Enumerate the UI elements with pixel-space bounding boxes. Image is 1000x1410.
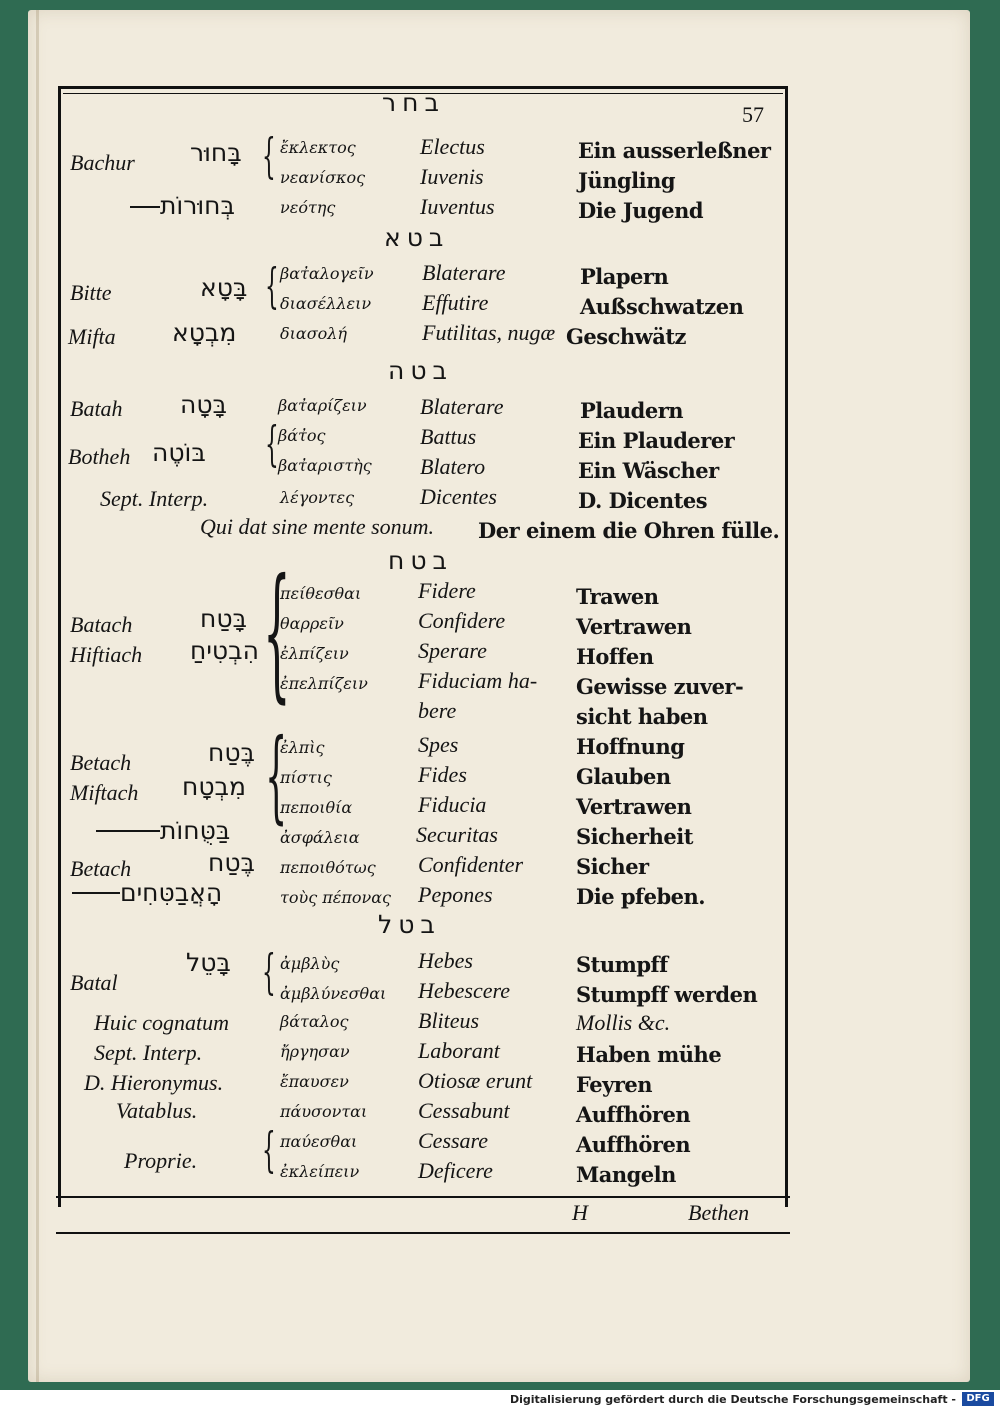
german-word: Jüngling — [578, 168, 676, 193]
latin-word: Confidere — [418, 608, 506, 633]
latin-word: Deficere — [418, 1158, 493, 1183]
hebrew-word: בָּטָה — [180, 390, 227, 419]
translit: Betach — [70, 856, 132, 881]
german-word: Feyren — [576, 1072, 653, 1097]
german-word: Glauben — [576, 764, 671, 789]
note-german: Der einem die Ohren fülle. — [478, 518, 780, 543]
translit: D. Hieronymus. — [84, 1070, 224, 1095]
german-word: Auffhören — [576, 1132, 691, 1157]
german-word: sicht haben — [576, 704, 708, 729]
german-word: Sicherheit — [576, 824, 693, 849]
hebrew-word: בֶּטַח — [208, 738, 255, 767]
german-word: Die Jugend — [578, 198, 704, 223]
latin-word: Fidere — [418, 578, 476, 603]
translit: Huic cognatum — [94, 1010, 230, 1035]
greek-word: πείθεσθαι — [280, 584, 362, 603]
greek-word: διασολή — [280, 324, 347, 343]
brace: { — [263, 548, 291, 717]
german-word: Ein Plauderer — [578, 428, 735, 453]
hebrew-word: בְּחוּרוֹת — [160, 191, 235, 220]
greek-word: ἀμβλύνεσθαι — [280, 984, 387, 1003]
hebrew-word: בֶּטַח — [208, 848, 255, 877]
greek-word: βάταλος — [280, 1012, 349, 1031]
hebrew-word: בָּטַח — [200, 604, 247, 633]
translit: Batach — [70, 612, 133, 637]
german-word: Mollis &c. — [576, 1010, 671, 1035]
german-word: Auffhören — [576, 1102, 691, 1127]
german-word: D. Dicentes — [578, 488, 708, 513]
german-word: Haben mühe — [576, 1042, 722, 1067]
latin-word: Fiducia — [418, 792, 487, 817]
latin-word: Iuventus — [420, 194, 495, 219]
latin-word: Confidenter — [418, 852, 524, 877]
german-word: Sicher — [576, 854, 649, 879]
latin-word: Pepones — [418, 882, 493, 907]
german-word: Hoffnung — [576, 734, 685, 759]
ditto-dash — [96, 830, 160, 832]
greek-word: ἤργησαν — [280, 1042, 350, 1061]
note-latin: Qui dat sine mente sonum. — [200, 514, 435, 539]
hebrew-word: בָּטֵל — [186, 948, 231, 977]
translit: Proprie. — [124, 1148, 198, 1173]
german-word: Stumpff werden — [576, 982, 758, 1007]
latin-word: Battus — [420, 424, 477, 449]
latin-word: Blaterare — [422, 260, 506, 285]
translit: Botheh — [68, 444, 131, 469]
hebrew-word: מִבְטָח — [182, 772, 246, 801]
footer-rule — [56, 1196, 790, 1198]
credit-text: Digitalisierung gefördert durch die Deutsche Forschungsgemeinschaft - — [509, 1393, 956, 1406]
brace: { — [265, 717, 288, 834]
german-word: Trawen — [576, 584, 659, 609]
greek-word: ἀσφάλεια — [280, 828, 360, 847]
greek-word: παύεσθαι — [280, 1132, 358, 1151]
hebrew-word: בַּטֻּחוֹת — [160, 816, 231, 845]
greek-word: ἐκλείπειν — [280, 1162, 360, 1181]
greek-word: βατ̓αλογεῖν — [280, 264, 374, 283]
hebrew-word: בָּטָא — [200, 273, 248, 302]
section-heading: בטא — [384, 223, 450, 252]
latin-word: Dicentes — [420, 484, 497, 509]
translit: Sept. Interp. — [100, 486, 209, 511]
greek-word: τοὺς πέπονας — [280, 888, 391, 907]
greek-word: πίστις — [280, 768, 332, 787]
translit: Batah — [70, 396, 123, 421]
page-number: 57 — [742, 102, 764, 127]
translit: Bachur — [70, 150, 135, 175]
translit: Bitte — [70, 280, 112, 305]
latin-word: Electus — [420, 134, 485, 159]
hebrew-word: בּוֹטֶה — [152, 438, 206, 467]
brace: { — [262, 1122, 276, 1178]
german-word: Hoffen — [576, 644, 654, 669]
german-word: Plapern — [580, 264, 669, 289]
section-heading: בטל — [378, 910, 441, 939]
greek-word: πεποιθότως — [280, 858, 376, 877]
latin-word: Iuvenis — [420, 164, 484, 189]
latin-word: Otiosæ erunt — [418, 1068, 533, 1093]
dfg-logo: DFG — [962, 1392, 994, 1406]
german-word: Mangeln — [576, 1162, 676, 1187]
latin-word: Hebescere — [418, 978, 511, 1003]
latin-word: bere — [418, 698, 457, 723]
latin-word: Sperare — [418, 638, 487, 663]
ditto-dash — [130, 206, 160, 208]
latin-word: Fides — [418, 762, 467, 787]
greek-word: ἐλπίζειν — [280, 644, 349, 663]
hebrew-word: בָּחוּר — [190, 138, 242, 167]
translit: Sept. Interp. — [94, 1040, 203, 1065]
section-heading: בטה — [388, 356, 453, 385]
greek-word: ἔκλεκτος — [280, 138, 356, 157]
latin-word: Spes — [418, 732, 459, 757]
signature-mark: H — [572, 1200, 588, 1225]
greek-word: ἔπαυσεν — [280, 1072, 349, 1091]
translit: Vatablus. — [116, 1098, 198, 1123]
brace: { — [262, 944, 276, 1000]
latin-word: Cessare — [418, 1128, 489, 1153]
german-word: Ein ausserleßner — [578, 138, 771, 163]
latin-word: Bliteus — [418, 1008, 480, 1033]
translit: Betach — [70, 750, 132, 775]
german-word: Plaudern — [580, 398, 684, 423]
hebrew-word: מִבְטָא — [172, 318, 237, 347]
translit: Batal — [70, 970, 118, 995]
greek-word: νεότης — [280, 198, 336, 217]
latin-word: Hebes — [418, 948, 473, 973]
catchword: Bethen — [688, 1200, 750, 1225]
footer-rule — [56, 1232, 790, 1234]
german-word: Vertrawen — [576, 614, 692, 639]
latin-word: Securitas — [416, 822, 498, 847]
latin-word: Effutire — [422, 290, 489, 315]
greek-word: λέγοντες — [280, 488, 355, 507]
greek-word: πάυσονται — [280, 1102, 368, 1121]
ditto-dash — [72, 892, 120, 894]
section-heading: בטח — [388, 546, 453, 575]
translit: Hiftiach — [70, 642, 143, 667]
greek-word: βατ̓αρίζειν — [278, 396, 367, 415]
latin-word: Blatero — [420, 454, 486, 479]
german-word: Die pfeben. — [576, 884, 706, 909]
hebrew-word: הִבְטִיחַ — [190, 636, 259, 665]
brace: { — [265, 416, 279, 472]
greek-word: ἐλπὶς — [280, 738, 325, 757]
greek-word: ἐπελπίζειν — [280, 674, 368, 693]
german-word: Vertrawen — [576, 794, 692, 819]
greek-word: θαρρεῖν — [280, 614, 344, 633]
hebrew-word: הָאֲבַטִּחִים — [120, 878, 223, 907]
latin-word: Fiduciam ha- — [418, 668, 538, 693]
german-word: Außschwatzen — [580, 294, 744, 319]
brace: { — [262, 128, 276, 184]
latin-word: Blaterare — [420, 394, 504, 419]
german-word: Geschwätz — [566, 324, 686, 349]
translit: Mifta — [68, 324, 116, 349]
german-word: Stumpff — [576, 952, 668, 977]
latin-word: Futilitas, nugæ — [422, 320, 556, 345]
greek-word: πεποιθία — [280, 798, 353, 817]
greek-word: νεανίσκος — [280, 168, 366, 187]
greek-word: διασέλλειν — [280, 294, 372, 313]
section-heading: בחר — [382, 88, 445, 117]
german-word: Ein Wäscher — [578, 458, 719, 483]
translit: Miftach — [70, 780, 139, 805]
greek-word: ἀμβλὺς — [280, 954, 340, 973]
german-word: Gewisse zuver- — [576, 674, 744, 699]
greek-word: βάτ̓ος — [278, 426, 326, 445]
latin-word: Laborant — [418, 1038, 500, 1063]
greek-word: βατ̓αριστὴς — [278, 456, 372, 475]
latin-word: Cessabunt — [418, 1098, 510, 1123]
brace: { — [265, 258, 279, 314]
